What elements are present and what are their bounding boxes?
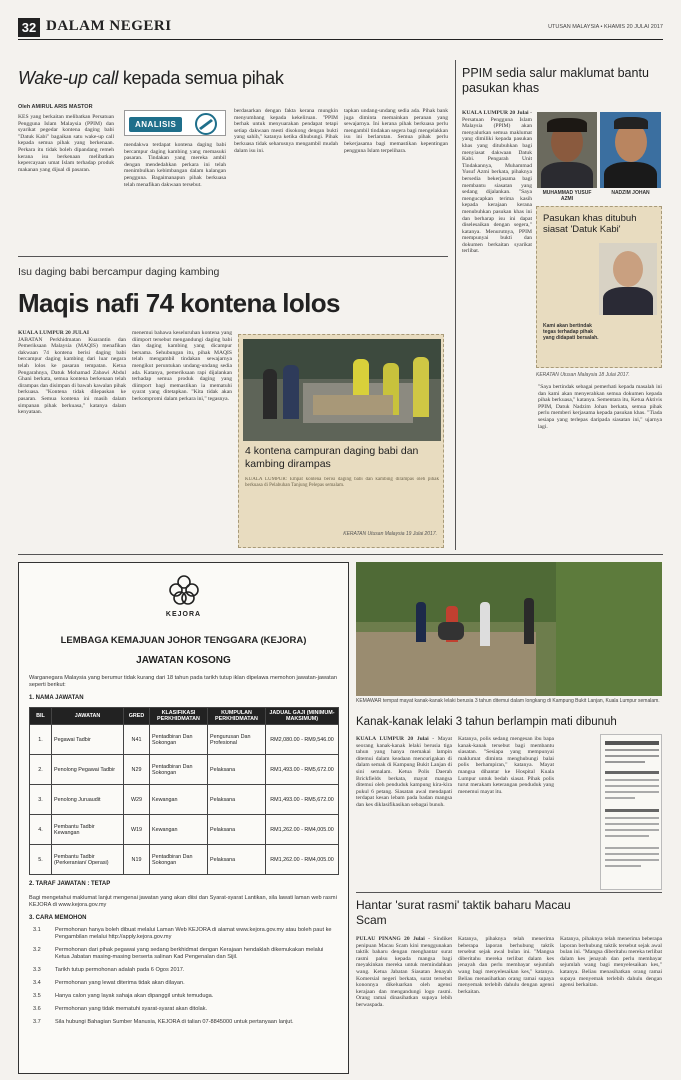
kanak-col1 xyxy=(356,736,452,886)
col-klasifikasi: KLASIFIKASI PERKHIDMATAN xyxy=(150,708,208,725)
step-item: 3.5 Hanya calon yang layak sahaja akan dipanggil untuk temuduga. xyxy=(33,993,214,999)
wakeup-col3: berdasarkan dengan fakta kerana mungkin menyumbang kepada kekeliruan. "PPIM berhak untuk menyuarakan pendapat tetapi setiap dakwaan mesti disokong dengan bukti yang sahih," katanya ketika dihubungi. Pihak berkuasa tidak seharusnya mengambil mudah dalam isu ini. xyxy=(234,108,338,154)
analisis-badge xyxy=(124,110,226,136)
page-number: 32 xyxy=(18,18,40,37)
kejora-logo-icon xyxy=(163,573,205,609)
ppim-headline: PPIM sedia salur maklumat bantu pasukan khas xyxy=(462,66,649,95)
pen-nib-icon xyxy=(191,113,221,135)
wakeup-col4: tapkan undang-undang sedia ada. Pihak bank juga diminta memainkan peranan yang sewajarnya. Ini kerana pihak berkuasa perlu mengambil tindakan segera bagi mengelakkan isu ini berlarutan. Semua pihak perlu bekerjasama bagi memastikan kepentingan pengguna Islam terpelihara. xyxy=(344,108,448,154)
caption-nadzim: NADZIM JOHAN xyxy=(611,190,650,196)
kejora-section1: 1. NAMA JAWATAN xyxy=(29,695,84,701)
macau-headline: Hantar 'surat rasmi' taktik baharu Macau Scam xyxy=(356,898,571,927)
macau-dateline: PULAU PINANG 20 Julai xyxy=(356,936,425,942)
kejora-syarat: Bagi mengetahui maklumat lanjut mengenai jawatan yang akan diisi dan Syarat-syarat Lantikan, sila lawati laman web rasmi KEJORA di www.kejora.gov.my xyxy=(29,895,337,908)
col-gred: GRED xyxy=(124,708,150,725)
kontena-photo xyxy=(243,339,441,441)
step-item: 3.4 Permohonan yang lewat diterima tidak akan dilayan. xyxy=(33,980,185,986)
ppim-lower-body: "Saya bertindak sebagai pemerhati kepada masalah ini dan kami akan menyerahkan semua dokumen kepada pihak berkuasa," katanya. Sementara itu, Ketua Aktivis PPIM, Datuk Nadzim Johan berkata, semua pihak perlu memberi kerjasama kepada pasukan khas. "Tiada sesiapa yang terlepas daripada siasatan ini," ujarnya lagi. xyxy=(538,384,662,430)
kontena-source: KERATAN Utusan Malaysia 19 Julai 2017. xyxy=(343,531,437,537)
table-row: 2. Penolong Pegawai Tadbir N29 Pentadbiran Dan Sokongan Pelaksana RM1,493.00 - RM5,672.00 xyxy=(30,755,339,785)
crime-scene-photo xyxy=(356,562,662,696)
clip-headline: Pasukan khas ditubuh siasat 'Datuk Kabi' xyxy=(543,213,637,235)
wakeup-col1: KES yang berkaitan melibatkan Persatuan Pengguna Islam Malaysia (PPIM) dan syarikat pegedar kontena daging babi "Datuk Kabi" bagaikan satu wake-up call kepada semua pihak yang berkenaan. Perkara itu tidak boleh dipandang remeh kerana isu berkenaan melibatkan kepercayaan umat Islam terhadap produk makanan yang dijual di pasaran. xyxy=(18,114,114,173)
clip-filler-text xyxy=(543,243,593,323)
maqis-col2: menemui bahawa keseluruhan kontena yang diimport tersebut mengandungi daging babi dan daging kambing yang dicampur bersama. Sehubungan itu, pihak MAQIS telah mengambil tindakan sewajarnya mengikut peruntukan undang-undang sedia ada. Katanya, pemeriksaan rapi dijalankan terhadap semua produk daging yang diimport bagi memastikan ia mematuhi syarat yang ditetapkan. "Kita tidak akan berkompromi dalam perkara ini," tegasnya. xyxy=(132,330,232,402)
clipping-kontena xyxy=(238,334,444,548)
macau-col3: Katanya, pihaknya telah menerima beberapa laporan berhubung taktik tersebut sejak awal bulan ini. "Mangsa diberitahu mereka terlibat dalam kes jenayah dan perlu membayar sejumlah wang bagi menyelesaikan kes," katanya. Beliau menasihatkan orang ramai supaya menyemak terlebih dahulu dengan agensi berkaitan. xyxy=(560,936,662,989)
wakeup-byline: Oleh AMIRUL ARIS MASTOR xyxy=(18,104,93,110)
masthead-line: UTUSAN MALAYSIA • KHAMIS 20 JULAI 2017 xyxy=(548,24,663,30)
macau-col1-text: - Sindiket penipuan Macau Scam kini menggunakan taktik baharu dengan menghantar surat rasmi palsu kepada mangsa bagi meyakinkan mereka untuk memindahkan wang. Ketua Jabatan Siasatan Jenayah Komersial negeri berkata, surat tersebut kononnya dikeluarkan oleh agensi kerajaan dan mengandungi logo rasmi. Orang ramai dinasihatkan supaya lebih berwaspada. xyxy=(356,936,452,1008)
kontena-body: KUALA LUMPUR: Empat kontena berisi daging babi dan kambing dirampas oleh pihak berkuasa di Pelabuhan Tanjung Pelepas semalam. xyxy=(245,477,439,488)
kanak-headline: Kanak-kanak lelaki 3 tahun berlampin mati dibunuh xyxy=(356,716,617,728)
side-clipping xyxy=(600,734,662,890)
page-header xyxy=(18,16,663,40)
kejora-ad xyxy=(18,562,349,1074)
kontena-caption: 4 kontena campuran daging babi dan kambing dirampas xyxy=(245,445,419,470)
maqis-col1-text: JABATAN Perkhidmatan Kuarantin dan Pemeriksaan Malaysia (MAQIS) menafikan dakwaan 74 kontena berisi daging babi bercampur daging kambing dari luar negara telah lolos ke pasaran tempatan. Ketua Pengarahnya, Datuk Mohamad Zabawi Abdul Ghani berkata, semua kontena berkenaan telah dirampas dan disimpan di bawah kawalan pihak berkuasa. "Kontena tidak dilepaskan ke pasaran. Semua kontena ini masih dalam simpanan pihak berkuasa," katanya dalam kenyataan. xyxy=(18,336,126,416)
clip-source: KERATAN Utusan Malaysia 18 Julai 2017. xyxy=(536,372,630,378)
kejora-logo-text: KEJORA xyxy=(165,611,202,618)
col-kumpulan: KUMPULAN PERKHIDMATAN xyxy=(208,708,266,725)
table-row: 4. Pembantu Tadbir Kewangan W19 Kewangan Pelaksana RM1,262.00 - RM4,005.00 xyxy=(30,815,339,845)
analisis-label: ANALISIS xyxy=(129,117,182,132)
maqis-dateline: KUALA LUMPUR 20 JULAI xyxy=(18,330,90,336)
maqis-kicker: Isu daging babi bercampur daging kambing xyxy=(18,266,220,278)
wakeup-headline xyxy=(18,68,448,89)
crime-photo-caption: KEMAWAR tempat mayat kanak-kanak lelaki berusia 3 tahun ditemui dalam longkang di Kampung Bukit Lanjan, Kuala Lumpur semalam. xyxy=(356,698,660,704)
clip-caption: Kami akan bertindak tegas terhadap pihak yang didapati bersalah. xyxy=(543,323,599,341)
ppim-body-text: - Persatuan Pengguna Islam Malaysia (PPIM) akan menyalurkan semua maklumat yang dimiliki kepada pasukan khas yang ditubuhkan bagi menyiasat dakwaan Datuk Kabi. Pengarah Unit Tindakannya, Muhammad Yusuf Azmi berkata, pihaknya bersedia bekerjasama bagi membantu siasatan yang sedang dijalankan. "Saya mengucapkan terima kasih kepada kerajaan kerana menubuhkan pasukan khas ini dan berharap isu ini dapat diselesaikan dengan segera," katanya. Menurutnya, PPIM mempunyai bukti dan dokumen berkaitan syarikat terlibat. xyxy=(462,110,532,255)
table-row: 3. Penolong Juruaudit W29 Kewangan Pelaksana RM1,493.00 - RM5,672.00 xyxy=(30,785,339,815)
step-item: 3.7 Sila hubungi Bahagian Sumber Manusia, KEJORA di talian 07-8845000 untuk pertanyaan lanjut. xyxy=(33,1019,294,1025)
kejora-org: LEMBAGA KEMAJUAN JOHOR TENGGARA (KEJORA) xyxy=(60,635,307,646)
portrait-nadzim xyxy=(600,112,661,188)
kanak-col2: Katanya, polis sedang mengesan ibu bapa kanak-kanak tersebut bagi membantu siasatan. "Sesiapa yang mempunyai maklumat diminta menghubungi balai polis berhampiran," katanya. Mayat mangsa dihantar ke Hospital Kuala Lumpur untuk bedah siasat. Pihak polis turut merakam keterangan penduduk yang menemui mayat itu. xyxy=(458,736,554,795)
jawatan-table-header xyxy=(30,708,339,725)
step-item: 3.2 Permohonan dari pihak pegawai yang sedang berkhidmat dengan Kerajaan hendaklah dikemukakan melalui Ketua Jabatan masing-masing berserta salinan Kad Pengenalan dan Sijil. xyxy=(33,947,324,960)
col-jawatan: JAWATAN xyxy=(52,708,124,725)
kejora-section3: 3. CARA MEMOHON xyxy=(29,915,87,921)
wakeup-headline-italic: Wake-up call xyxy=(18,68,119,88)
step-item: 3.1 Permohonan hanya boleh dibuat melalui Laman Web KEJORA di alamat www.kejora.gov.my atau boleh paut ke Pengambilan melalui http://apply.kejora.gov.my xyxy=(33,927,332,940)
wakeup-col2: mendakwa terdapat kontena daging babi bercampur daging kambing yang memasuki pasaran. Tindakan yang mereka ambil dengan mendedahkan perkara ini telah menimbulkan kebimbangan dalam kalangan pengguna. Bagaimanapun pihak berkuasa telah menafikan dakwaan tersebut. xyxy=(124,142,226,188)
ppim-dateline: KUALA LUMPUR 20 Julai xyxy=(462,110,529,116)
kanak-col1-text: - Mayat seorang kanak-kanak lelaki berusia tiga tahun yang hanya memakai lampin ditemui dalam keadaan mencurigakan di dalam semak di Kampung Bukit Lanjan di sini semalam. Ketua Polis Daerah Brickfields berkata, mayat mangsa ditemui oleh penduduk kampung kira-kira pukul 6 petang. Siasatan awal mendapati terdapat kesan lebam pada badan mangsa dan kes diklasifikasikan sebagai bunuh. xyxy=(356,736,452,808)
kanak-dateline: KUALA LUMPUR 20 Julai xyxy=(356,736,429,742)
table-row: 5. Pembantu Tadbir (Perkeranian/ Operasi) N19 Pentadbiran Dan Sokongan Pelaksana RM1,262.00 - RM4,005.00 xyxy=(30,845,339,875)
jawatan-table xyxy=(29,707,339,875)
col-bil: BIL xyxy=(30,708,52,725)
clipping-pasukan-khas xyxy=(536,206,662,368)
wakeup-headline-rest: kepada semua pihak xyxy=(118,68,284,88)
macau-col1 xyxy=(356,936,452,1074)
maqis-col1 xyxy=(18,330,126,548)
kejora-intro: Warganegara Malaysia yang berumur tidak kurang dari 18 tahun pada tarikh tutup iklan dipelawa memohon jawatan-jawatan seperti berikut: xyxy=(29,675,337,688)
table-row: 1. Pegawai Tadbir N41 Pentadbiran Dan Sokongan Pengurusan Dan Profesional RM2,080.00 - RM9,546.00 xyxy=(30,725,339,755)
col-jadual-gaji: JADUAL GAJI (MINIMUM-MAKSIMUM) xyxy=(266,708,339,725)
kejora-steps xyxy=(33,927,339,1032)
section-title: DALAM NEGERI xyxy=(46,18,172,34)
portrait-yusuf xyxy=(537,112,597,188)
step-item: 3.6 Permohonan yang tidak mematuhi syarat-syarat akan ditolak. xyxy=(33,1006,208,1012)
step-item: 3.3 Tarikh tutup permohonan adalah pada 6 Ogos 2017. xyxy=(33,967,185,973)
maqis-headline: Maqis nafi 74 kontena lolos xyxy=(18,288,340,318)
macau-col2: Katanya, pihaknya telah menerima beberapa laporan berhubung taktik tersebut sejak awal bulan ini. "Mangsa diberitahu mereka terlibat dalam kes jenayah dan perlu membayar sejumlah wang bagi menyelesaikan kes," katanya. Beliau menasihatkan orang ramai supaya menyemak terlebih dahulu dengan agensi berkaitan. xyxy=(458,936,554,995)
caption-yusuf: MUHAMMAD YUSUF AZMI xyxy=(542,190,592,202)
ppim-body xyxy=(462,110,532,440)
kejora-section2: 2. TARAF JAWATAN : TETAP xyxy=(29,881,111,887)
clip-portrait xyxy=(599,243,657,315)
kejora-title: JAWATAN KOSONG xyxy=(136,655,231,666)
